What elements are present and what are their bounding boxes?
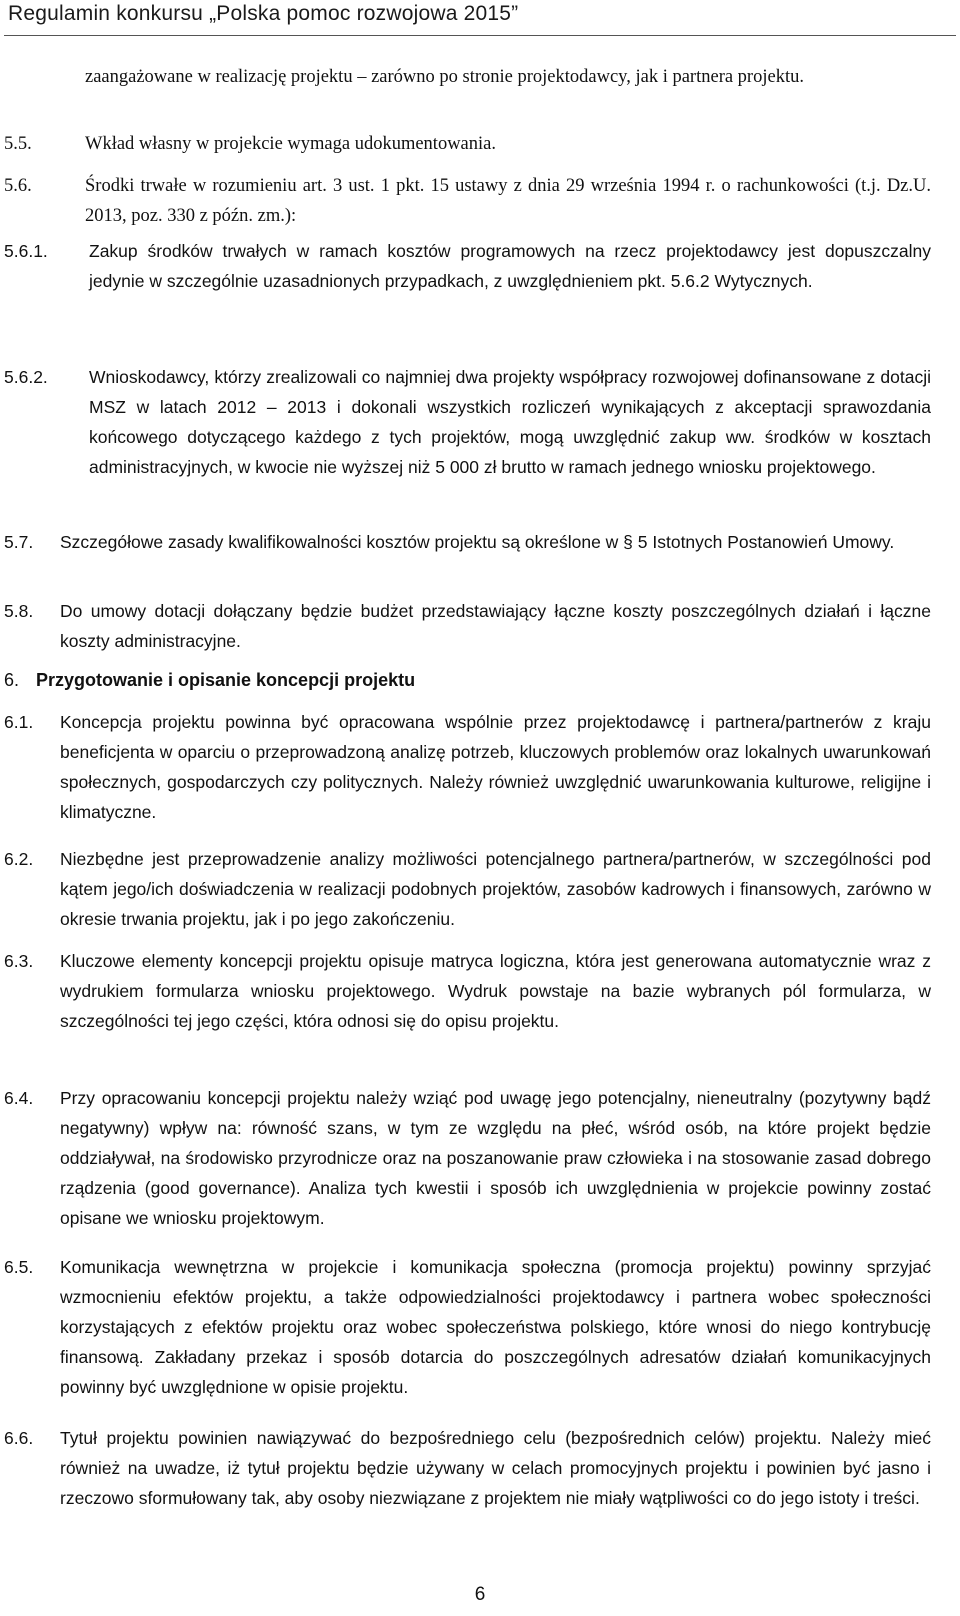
item-number-6-6: 6.6.: [4, 1428, 34, 1448]
item-number-5-6: 5.6.: [4, 176, 32, 196]
item-text-5-6-1: Zakup środków trwałych w ramach kosztów programowych na rzecz projektodawcy jest dopuszczalny jedynie w szczególnie uzasadnionych przypadkach, z uwzględnieniem pkt. 5.6.2 Wytycznych.: [89, 241, 931, 291]
header-divider: [4, 35, 956, 36]
item-text-6-5: Komunikacja wewnętrzna w projekcie i komunikacja społeczna (promocja projektu) powinny sprzyjać wzmocnieniu efektów projektu, a także odpowiedzialności projektodawcy i partnera wobec społeczności korzystających z efektów projektu oraz wobec społeczeństwa polskiego, które wnosi do niego kontrybucję finansową. Zakładany przekaz i sposób dotarcia do poszczególnych adresatów działań komunikacyjnych powinny być uwzględnione w opisie projektu.: [60, 1257, 931, 1397]
item-number-5-7: 5.7.: [4, 532, 34, 552]
item-text-6-1: Koncepcja projektu powinna być opracowana wspólnie przez projektodawcę i partnera/partnerów z kraju beneficjenta w oparciu o przeprowadzoną analizę potrzeb, kluczowych problemów oraz lokalnych uwarunkowań społecznych, gospodarczych czy politycznych. Należy również uwzględnić uwarunkowania kulturowe, religijne i klimatyczne.: [60, 712, 931, 822]
item-text-5-6-2: Wnioskodawcy, którzy zrealizowali co najmniej dwa projekty współpracy rozwojowej dofinansowane z dotacji MSZ w latach 2012 – 2013 i dokonali wszystkich rozliczeń wynikających z akceptacji sprawozdania końcowego dotyczącego każdego z tych projektów, mogą uwzględnić zakup ww. środków w kosztach administracyjnych, w kwocie nie wyższej niż 5 000 zł brutto w ramach jednego wniosku projektowego.: [89, 367, 931, 477]
item-text-5-7: Szczegółowe zasady kwalifikowalności kosztów projektu są określone w § 5 Istotnych Postanowień Umowy.: [60, 532, 895, 552]
item-number-5-6-2: 5.6.2.: [4, 367, 48, 387]
section-title-6: Przygotowanie i opisanie koncepcji projektu: [36, 670, 416, 690]
document-header-title: Regulamin konkursu „Polska pomoc rozwojowa 2015”: [8, 2, 519, 25]
item-number-6-3: 6.3.: [4, 951, 34, 971]
item-text-6-6: Tytuł projektu powinien nawiązywać do bezpośredniego celu (bezpośrednich celów) projektu. Należy mieć również na uwadze, iż tytuł projektu będzie używany w celach promocyjnych projektu i powinien być jasno i rzeczowo sformułowany tak, aby osoby niezwiązane z projektem nie miały wątpliwości co do jego istoty i treści.: [60, 1428, 931, 1508]
item-text-6-2: Niezbędne jest przeprowadzenie analizy możliwości potencjalnego partnera/partnerów, w szczególności pod kątem jego/ich doświadczenia w realizacji podobnych projektów, zasobów kadrowych i finansowych, zarówno w okresie trwania projektu, jak i po jego zakończeniu.: [60, 849, 931, 929]
item-number-5-6-1: 5.6.1.: [4, 241, 48, 261]
item-text-6-4: Przy opracowaniu koncepcji projektu należy wziąć pod uwagę jego potencjalny, nieneutralny (pozytywny bądź negatywny) wpływ na: równość szans, w tym ze względu na płeć, wśród osób, na które projekt będzie oddziaływał, na środowisko przyrodnicze oraz na poszanowanie praw człowieka i na stosowanie zasad dobrego rządzenia (good governance). Analiza tych kwestii i sposób ich uwzględnienia w projekcie powinny zostać opisane we wniosku projektowym.: [60, 1088, 931, 1228]
paragraph-continuation: zaangażowane w realizację projektu – zarówno po stronie projektodawcy, jak i partnera projektu.: [85, 67, 804, 87]
item-number-6-5: 6.5.: [4, 1257, 34, 1277]
page-number: 6: [474, 1584, 486, 1605]
item-number-6-4: 6.4.: [4, 1088, 34, 1108]
item-text-5-8: Do umowy dotacji dołączany będzie budżet przedstawiający łączne koszty poszczególnych działań i łączne koszty administracyjne.: [60, 601, 931, 651]
item-number-5-5: 5.5.: [4, 134, 32, 154]
item-number-5-8: 5.8.: [4, 601, 34, 621]
item-number-6-2: 6.2.: [4, 849, 34, 869]
section-number-6: 6.: [4, 670, 20, 690]
section-heading-6: [4, 665, 415, 695]
item-number-6-1: 6.1.: [4, 712, 34, 732]
item-text-5-5: Wkład własny w projekcie wymaga udokumentowania.: [85, 134, 496, 154]
item-text-5-6: Środki trwałe w rozumieniu art. 3 ust. 1 pkt. 15 ustawy z dnia 29 września 1994 r. o rachunkowości (t.j. Dz.U. 2013, poz. 330 z późn. zm.):: [85, 176, 931, 226]
item-text-6-3: Kluczowe elementy koncepcji projektu opisuje matryca logiczna, która jest generowana automatycznie wraz z wydrukiem formularza wniosku projektowego. Wydruk powstaje na bazie wybranych pól formularza, w szczególności tej jego części, która odnosi się do opisu projektu.: [60, 951, 931, 1031]
